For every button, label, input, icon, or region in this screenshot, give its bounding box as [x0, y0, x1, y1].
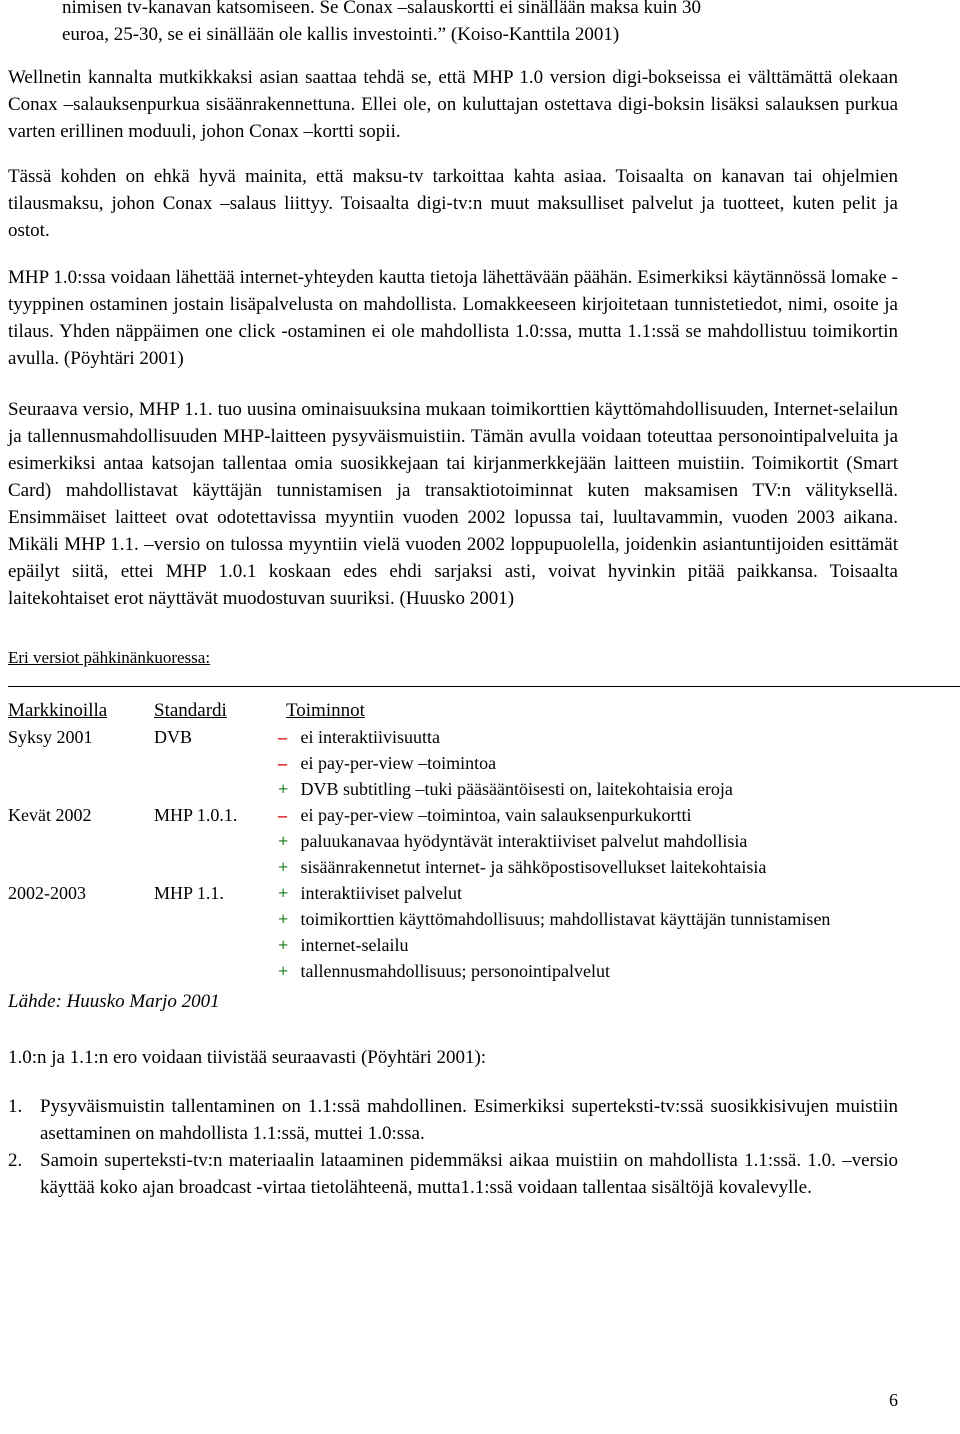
feature-item — [278, 958, 830, 984]
feature-text: toimikorttien käyttömahdollisuus; mahdollistavat käyttäjän tunnistamisen — [300, 909, 831, 929]
plus-sign-icon: + — [278, 857, 289, 877]
feature-item — [278, 906, 830, 932]
list-item-text: Pysyväismuistin tallentaminen on 1.1:ssä mahdollinen. Esimerkiksi superteksti-tv:ssä suosikkisivujen muistiin asettaminen on mahdollista 1.1:ssä, muttei 1.0:ssa. — [40, 1096, 898, 1144]
table-caption-colon: : — [205, 648, 211, 667]
list-item — [8, 1093, 898, 1147]
row-3-market: 2002-2003 — [8, 883, 86, 903]
table-row-syksy-2001 — [8, 724, 830, 802]
plus-sign-icon: + — [278, 831, 289, 851]
row-2-features — [278, 802, 830, 880]
feature-text: sisäänrakennetut internet- ja sähköpostisovellukset laitekohtaisia — [300, 857, 767, 877]
feature-text: internet-selailu — [300, 935, 409, 955]
table-caption — [8, 646, 898, 670]
row-3-standard: MHP 1.1. — [154, 883, 224, 903]
table-header-row — [8, 686, 830, 724]
row-3-features — [278, 880, 830, 984]
feature-text: paluukanavaa hyödyntävät interaktiiviset palvelut mahdollisia — [300, 831, 748, 851]
paragraph-conax: Wellnetin kannalta mutkikkaksi asian saattaa tehdä se, että MHP 1.0 version digi-bokseissa ei välttämättä olekaan Conax –salauksenpurkua sisäänrakennettuna. Ellei ole, on kuluttajan ostettava digi-boksin lisäksi salauksen purkua varten erillinen moduuli, johon Conax –kortti sopii. — [8, 67, 898, 142]
feature-item — [278, 828, 830, 854]
plus-sign-icon: + — [278, 935, 289, 955]
versions-table-wrapper — [8, 686, 898, 1014]
difference-intro: 1.0:n ja 1.1:n ero voidaan tiivistää seuraavasti (Pöyhtäri 2001): — [8, 1047, 487, 1068]
minus-sign-icon: – — [278, 805, 287, 825]
list-item — [8, 1147, 898, 1201]
feature-text: interaktiiviset palvelut — [300, 883, 462, 903]
table-top-rule — [8, 686, 960, 687]
feature-item — [278, 854, 830, 880]
feature-text: DVB subtitling –tuki pääsääntöisesti on, laitekohtaisia eroja — [300, 779, 733, 799]
row-1-market: Syksy 2001 — [8, 727, 93, 747]
feature-item — [278, 932, 830, 958]
paragraph-mhp-11: Seuraava versio, MHP 1.1. tuo uusina ominaisuuksina mukaan toimikorttien käyttömahdollisuuden, Internet-selailun ja tallennusmahdollisuuden MHP-laitteen pysyväismuistiin. Tämän avulla voidaan toteuttaa personointipalveluita ja esimerkiksi antaa katsojan tallentaa omia suosikkejaan tai kirjanmerkkejään laitteen muistiin. Toimikortit (Smart Card) mahdollistavat käyttäjän tunnistamisen ja transaktiotoiminnat kuten maksamisen TV:n välityksellä. Ensimmäiset laitteet ovat odotettavissa myyntiin vuoden 2002 lopussa tai, luultavammin, vuoden 2003 aikana. Mikäli MHP 1.1. –versio on tulossa myyntiin vielä vuoden 2002 loppupuolella, joidenkin asiantuntijoiden esittämät epäilyt siitä, ettei MHP 1.0.1 koskaan edes ehdi sarjaksi asti, voivat hyvinkin pitää paikkansa. Toisaalta laitekohtaiset erot näyttävät muodostuvan suuriksi. (Huusko 2001) — [8, 399, 898, 609]
versions-table — [8, 686, 830, 984]
page-number: 6 — [889, 1390, 898, 1410]
document-page — [8, 0, 898, 1201]
plus-sign-icon: + — [278, 961, 289, 981]
paragraph-mhp-10: MHP 1.0:ssa voidaan lähettää internet-yhteyden kautta tietoja lähettävään päähän. Esimerkiksi käytännössä lomake -tyyppinen ostaminen jostain lisäpalvelusta on mahdollista. Lomakkeeseen kirjoitetaan tunnistetiedot, nimi, osoite ja tilaus. Yhden näppäimen one click -ostaminen ei ole mahdollista 1.0:ssa, mutta 1.1:ssä se mahdollistuu toimikortin avulla. (Pöyhtäri 2001) — [8, 267, 898, 369]
feature-text: ei interaktiivisuutta — [300, 727, 440, 747]
plus-sign-icon: + — [278, 909, 289, 929]
row-2-market: Kevät 2002 — [8, 805, 92, 825]
list-item-number: 2. — [8, 1150, 23, 1171]
header-toiminnot: Toiminnot — [286, 700, 365, 721]
plus-sign-icon: + — [278, 883, 289, 903]
feature-item — [278, 724, 830, 750]
feature-item — [278, 802, 830, 828]
table-caption-text: Eri versiot pähkinänkuoressa — [8, 648, 206, 667]
row-1-standard: DVB — [154, 727, 193, 747]
header-standardi: Standardi — [154, 700, 227, 721]
feature-text: ei pay-per-view –toimintoa — [300, 753, 497, 773]
quote-line-2: euroa, 25-30, se ei sinällään ole kallis investointi.” (Koiso-Kanttila 2001) — [62, 24, 620, 45]
header-markkinoilla: Markkinoilla — [8, 700, 108, 721]
difference-list — [8, 1093, 898, 1201]
quote-line-1: nimisen tv-kanavan katsomiseen. Se Conax –salauskortti ei sinällään maksa kuin 30 — [62, 0, 702, 18]
table-row-2002-2003 — [8, 880, 830, 984]
list-item-number: 1. — [8, 1096, 23, 1117]
feature-text: tallennusmahdollisuus; personointipalvelut — [300, 961, 610, 981]
table-row-kevat-2002 — [8, 802, 830, 880]
feature-text: ei pay-per-view –toimintoa, vain salauksenpurkukortti — [300, 805, 692, 825]
feature-item — [278, 880, 830, 906]
minus-sign-icon: – — [278, 753, 287, 773]
plus-sign-icon: + — [278, 779, 289, 799]
row-2-standard: MHP 1.0.1. — [154, 805, 238, 825]
feature-item — [278, 776, 830, 802]
list-item-text: Samoin superteksti-tv:n materiaalin lataaminen pidemmäksi aikaa muistiin on mahdollista 1.1:ssä. 1.0. –versio käyttää koko ajan broadcast -virtaa tietolähteenä, mutta1.1:ssä voidaan tallentaa sisältöjä kovalevylle. — [40, 1150, 898, 1198]
minus-sign-icon: – — [278, 727, 287, 747]
feature-item — [278, 750, 830, 776]
row-1-features — [278, 724, 830, 802]
table-source: Lähde: Huusko Marjo 2001 — [8, 991, 220, 1012]
paragraph-maksu-tv: Tässä kohden on ehkä hyvä mainita, että maksu-tv tarkoittaa kahta asiaa. Toisaalta on kanavan tai ohjelmien tilausmaksu, johon Conax –salaus liittyy. Toisaalta digi-tv:n muut maksulliset palvelut ja tuotteet, kuten pelit ja ostot. — [8, 166, 898, 241]
